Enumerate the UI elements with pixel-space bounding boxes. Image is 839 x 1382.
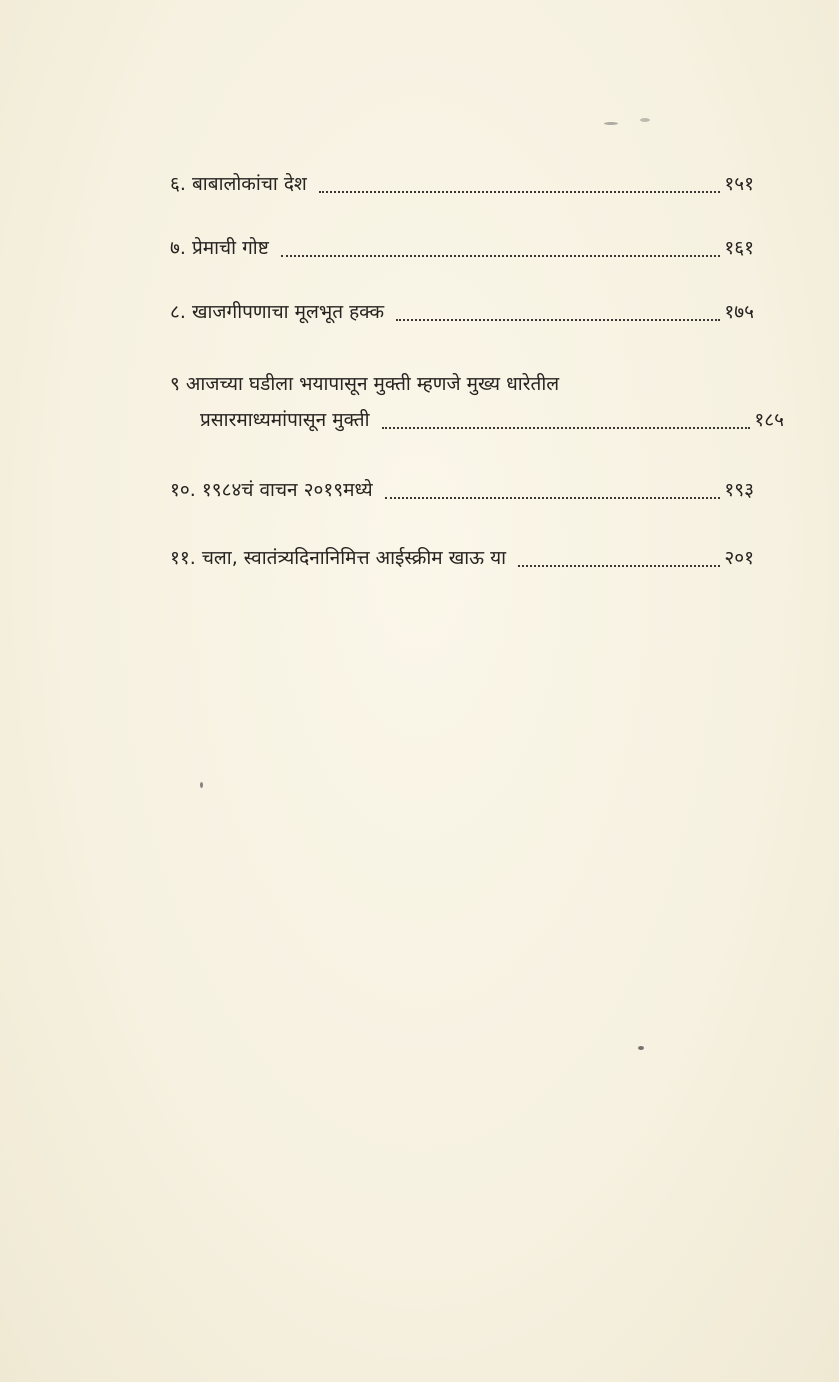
- dot-leader: [396, 319, 720, 321]
- dot-leader: [382, 427, 751, 429]
- toc-entry-title: ८. खाजगीपणाचा मूलभूत हक्क: [170, 301, 385, 323]
- toc-entry-page: २०१: [724, 547, 754, 569]
- paper-speck: [638, 1046, 644, 1050]
- toc-entry-page: १७५: [724, 301, 754, 323]
- toc-entry[interactable]: [170, 472, 754, 508]
- toc-entry-page: १५१: [724, 173, 754, 195]
- toc-entry[interactable]: [170, 166, 754, 202]
- toc-entry-title: ११. चला, स्वातंत्र्यदिनानिमित्त आईस्क्रीम खाऊ या: [170, 547, 507, 569]
- toc-entry-page: १६१: [724, 237, 754, 259]
- dot-leader: [518, 565, 720, 567]
- toc-entry[interactable]: [170, 230, 754, 266]
- toc-entry-page: १८५: [754, 409, 784, 431]
- toc-entry[interactable]: [170, 366, 784, 438]
- dot-leader: [281, 255, 721, 257]
- toc-entry[interactable]: [170, 540, 754, 576]
- paper-speck: [640, 118, 650, 122]
- toc-entry[interactable]: [170, 294, 754, 330]
- dot-leader: [319, 191, 721, 193]
- paper-speck: [200, 782, 203, 788]
- toc-entry-title: १०. १९८४चं वाचन २०१९मध्ये: [170, 479, 373, 501]
- toc-entry-title: ६. बाबालोकांचा देश: [170, 173, 307, 195]
- toc-entry-page: १९३: [724, 479, 754, 501]
- toc-entry-title: ७. प्रेमाची गोष्ट: [170, 237, 269, 259]
- toc-entry-title-continuation: प्रसारमाध्यमांपासून मुक्ती: [200, 409, 370, 431]
- dot-leader: [385, 497, 721, 499]
- paper-speck: [604, 122, 618, 125]
- toc-entry-title: ९ आजच्या घडीला भयापासून मुक्ती म्हणजे मुख्य धारेतील: [170, 373, 560, 395]
